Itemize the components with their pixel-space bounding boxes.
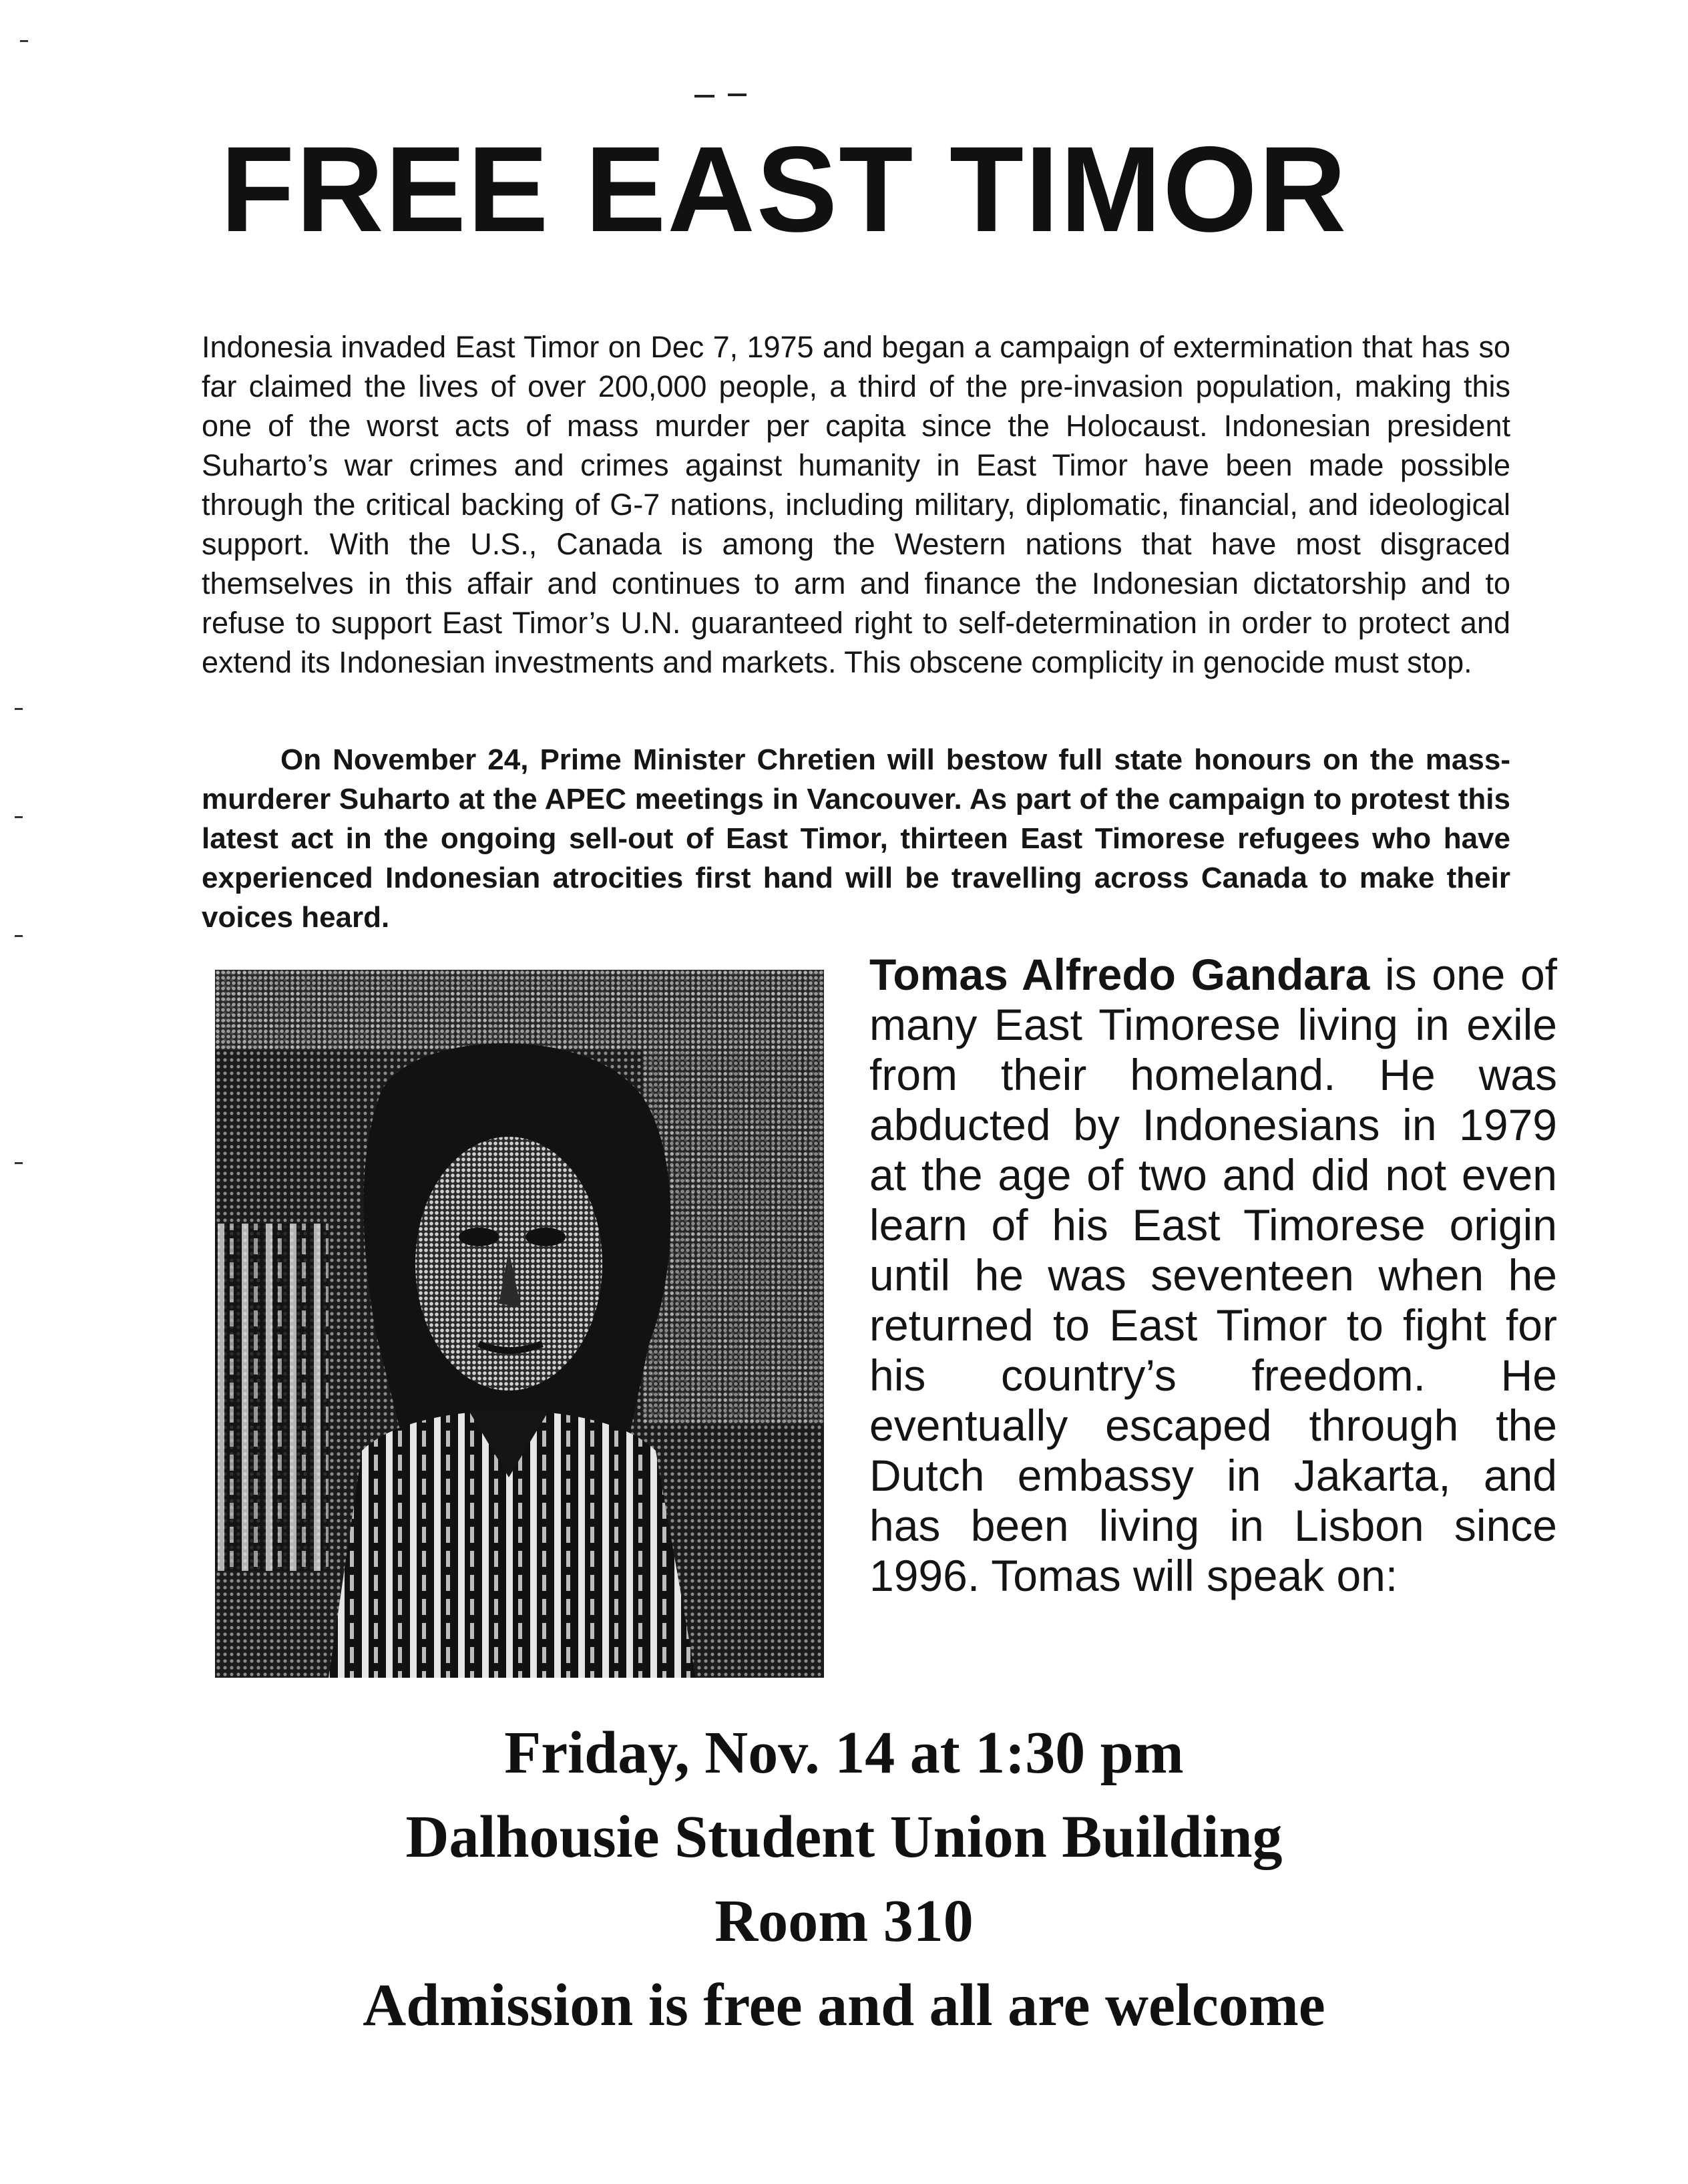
scan-mark [694, 95, 714, 98]
scan-mark [15, 1162, 23, 1164]
speaker-bio [869, 950, 1557, 1601]
event-admission: Admission is free and all are welcome [363, 1972, 1325, 2038]
scan-mark [15, 708, 23, 710]
scan-mark [20, 40, 28, 42]
event-venue: Dalhousie Student Union Building [405, 1804, 1283, 1870]
intro-paragraph: Indonesia invaded East Timor on Dec 7, 1975 and began a campaign of extermination that has so far claimed the lives of over 200,000 people, a third of the pre-invasion population, making this one of the worst acts of mass murder per capita since the Holocaust. Indonesian president Suharto’s war crimes and crimes against humanity in East Timor have been made possible through the critical backing of G-7 nations, including military, diplomatic, financial, and ideological support. With the U.S., Canada is among the Western nations that have most disgraced themselves in this affair and continues to arm and finance the Indonesian dictatorship and to refuse to support East Timor’s U.N. guaranteed right to self-determination in order to protect and extend its Indonesian investments and markets. This obscene complicity in genocide must stop. [202, 330, 1510, 679]
event-room: Room 310 [714, 1888, 974, 1954]
poster-title: FREE EAST TIMOR [220, 121, 1348, 257]
speaker-photo [215, 970, 824, 1678]
scan-mark [15, 935, 23, 937]
speaker-name: Tomas Alfredo Gandara [869, 950, 1370, 999]
speaker-bio-text: is one of many East Timorese living in exile from their homeland. He was abducted by Indonesians in 1979 at the age of two and did not even learn of his East Timorese origin until he was seventeen when he returned to East Timor to fight for his country’s freedom. He eventually escaped through the Dutch embassy in Jakarta, and has been living in Lisbon since 1996. Tomas will speak on: [869, 950, 1557, 1600]
scan-mark [728, 94, 747, 96]
campaign-paragraph: On November 24, Prime Minister Chretien will bestow full state honours on the mass-murderer Suharto at the APEC meetings in Vancouver. As part of the campaign to protest this latest act in the ongoing sell-out of East Timor, thirteen East Timorese refugees who have experienced Indonesian atrocities first hand will be travelling across Canada to make their voices heard. [202, 743, 1510, 934]
event-datetime: Friday, Nov. 14 at 1:30 pm [504, 1720, 1184, 1786]
scan-mark [15, 816, 23, 818]
